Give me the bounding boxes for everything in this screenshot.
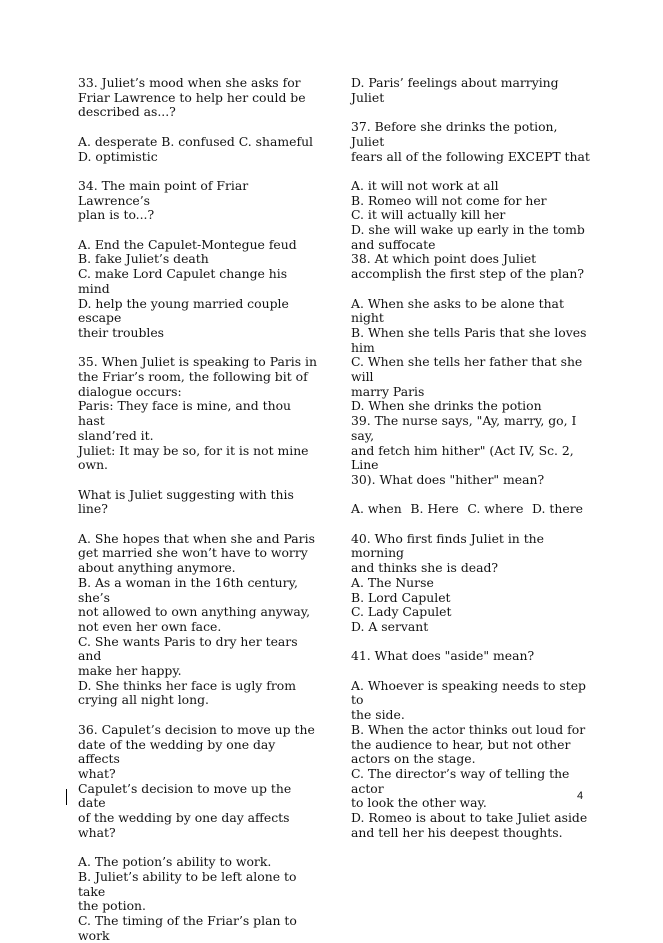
answer-option: A. Whoever is speaking needs to step to bbox=[351, 677, 586, 708]
question-text: fears all of the following EXCEPT that bbox=[351, 148, 590, 164]
answer-option: A. The Nurse bbox=[351, 574, 434, 590]
answer-option: C. When she tells her father that she will bbox=[351, 354, 583, 385]
answer-option: C. it will actually kill her bbox=[351, 207, 506, 223]
answer-option: marry Paris bbox=[351, 383, 425, 399]
question-prompt: What is Juliet suggesting with this line? bbox=[78, 486, 294, 517]
answer-option: B. Lord Capulet bbox=[351, 589, 451, 605]
answer-option: A. when bbox=[351, 501, 402, 517]
question-text: 38. At which point does Juliet bbox=[351, 251, 537, 267]
answer-option: about anything anymore. bbox=[78, 560, 236, 576]
answer-option: A. desperate B. confused C. shameful bbox=[78, 133, 314, 149]
question-40 bbox=[351, 532, 591, 635]
answer-option: D. optimistic bbox=[78, 148, 158, 164]
answer-option: C. She wants Paris to dry her tears and bbox=[78, 633, 298, 664]
left-column bbox=[78, 76, 318, 943]
answer-option: D. Romeo is about to take Juliet aside bbox=[351, 810, 588, 826]
question-text: date of the wedding by one day affects bbox=[78, 736, 276, 767]
question-text: and fetch him hither" (Act IV, Sc. 2, Line bbox=[351, 442, 574, 473]
question-text: Friar Lawrence to help her could be bbox=[78, 89, 306, 105]
answer-option: not allowed to own anything anyway, bbox=[78, 604, 311, 620]
answer-options-row bbox=[351, 502, 583, 517]
answer-option: get married she won’t have to worry bbox=[78, 545, 308, 561]
question-text: Juliet: It may be so, for it is not mine bbox=[78, 442, 309, 458]
answer-option: A. it will not work at all bbox=[351, 177, 499, 193]
answer-option: C. The timing of the Friar’s plan to work bbox=[78, 912, 297, 943]
answer-option: D. A servant bbox=[351, 618, 429, 634]
answer-option: D. When she drinks the potion bbox=[351, 398, 542, 414]
answer-option: make her happy. bbox=[78, 663, 182, 679]
page-number: 4 bbox=[577, 790, 584, 802]
answer-option: D. She thinks her face is ugly from bbox=[78, 677, 296, 693]
question-text: and thinks she is dead? bbox=[351, 560, 499, 576]
answer-option: the potion. bbox=[78, 898, 146, 914]
answer-option: D. Paris’ feelings about marrying Juliet bbox=[351, 75, 559, 105]
answer-option: A. She hopes that when she and Paris bbox=[78, 530, 315, 546]
question-text: 41. What does "aside" mean? bbox=[351, 648, 535, 664]
question-text: 39. The nurse says, "Ay, marry, go, I say, bbox=[351, 413, 577, 443]
answer-option: A. When she asks to be alone that night bbox=[351, 295, 564, 326]
answer-option: C. Lady Capulet bbox=[351, 604, 452, 620]
question-text: 35. When Juliet is speaking to Paris in bbox=[78, 354, 317, 370]
answer-option: C. The director’s way of telling the actor bbox=[351, 765, 570, 796]
answer-option: B. fake Juliet’s death bbox=[78, 251, 209, 267]
question-text: Capulet’s decision to move up the date bbox=[78, 780, 292, 811]
margin-divider bbox=[66, 789, 67, 805]
answer-option: the side. bbox=[351, 707, 405, 723]
answer-option: B. As a woman in the 16th century, she’s bbox=[78, 574, 298, 605]
answer-option: D. help the young married couple escape bbox=[78, 295, 289, 326]
answer-option: crying all night long. bbox=[78, 692, 209, 708]
answer-option: B. Here bbox=[410, 501, 459, 517]
question-text: 40. Who first finds Juliet in the morning bbox=[351, 530, 544, 561]
answer-option: B. When the actor thinks out loud for bbox=[351, 721, 586, 737]
answer-option: the audience to hear, but not other bbox=[351, 736, 571, 752]
answer-option: and suffocate bbox=[351, 236, 436, 252]
answer-option: C. make Lord Capulet change his mind bbox=[78, 266, 288, 296]
answer-option: C. where bbox=[467, 501, 524, 517]
question-41 bbox=[351, 649, 591, 840]
answer-option: D. she will wake up early in the tomb bbox=[351, 222, 585, 237]
answer-option: and tell her his deepest thoughts. bbox=[351, 824, 563, 840]
answer-option: B. Romeo will not come for her bbox=[351, 192, 547, 208]
question-text: described as...? bbox=[78, 104, 176, 120]
question-text: 36. Capulet’s decision to move up the bbox=[78, 721, 315, 737]
question-38 bbox=[351, 252, 591, 414]
answer-option: not even her own face. bbox=[78, 618, 222, 634]
question-text: plan is to...? bbox=[78, 207, 155, 223]
answer-option: their troubles bbox=[78, 324, 165, 340]
question-37 bbox=[351, 120, 591, 252]
answer-option: actors on the stage. bbox=[351, 751, 476, 767]
question-text: what? bbox=[78, 765, 116, 781]
right-column bbox=[351, 76, 591, 840]
question-text: 34. The main point of Friar Lawrence’s bbox=[78, 177, 249, 208]
answer-option: him bbox=[351, 339, 375, 355]
question-text: of the wedding by one day affects what? bbox=[78, 810, 290, 840]
question-text: the Friar’s room, the following bit of bbox=[78, 369, 308, 384]
question-text: Paris: They face is mine, and thou hast bbox=[78, 398, 292, 429]
question-text: 37. Before she drinks the potion, Juliet bbox=[351, 119, 558, 149]
question-text: accomplish the first step of the plan? bbox=[351, 266, 584, 282]
question-39 bbox=[351, 414, 591, 517]
question-text: 33. Juliet’s mood when she asks for bbox=[78, 75, 301, 90]
question-text: dialogue occurs: bbox=[78, 383, 182, 399]
question-text: 30). What does "hither" mean? bbox=[351, 471, 545, 487]
answer-option: A. The potion’s ability to work. bbox=[78, 854, 272, 870]
question-text: own. bbox=[78, 457, 108, 473]
question-36 bbox=[78, 723, 318, 943]
question-34 bbox=[78, 179, 318, 341]
question-text: sland’red it. bbox=[78, 427, 154, 443]
answer-option: B. Juliet’s ability to be left alone to take bbox=[78, 868, 297, 899]
answer-option: to look the other way. bbox=[351, 795, 487, 811]
question-35 bbox=[78, 355, 318, 708]
answer-option: B. When she tells Paris that she loves bbox=[351, 324, 587, 340]
question-33 bbox=[78, 76, 318, 164]
answer-option: A. End the Capulet-Montegue feud bbox=[78, 236, 297, 252]
answer-option: D. there bbox=[532, 501, 583, 517]
